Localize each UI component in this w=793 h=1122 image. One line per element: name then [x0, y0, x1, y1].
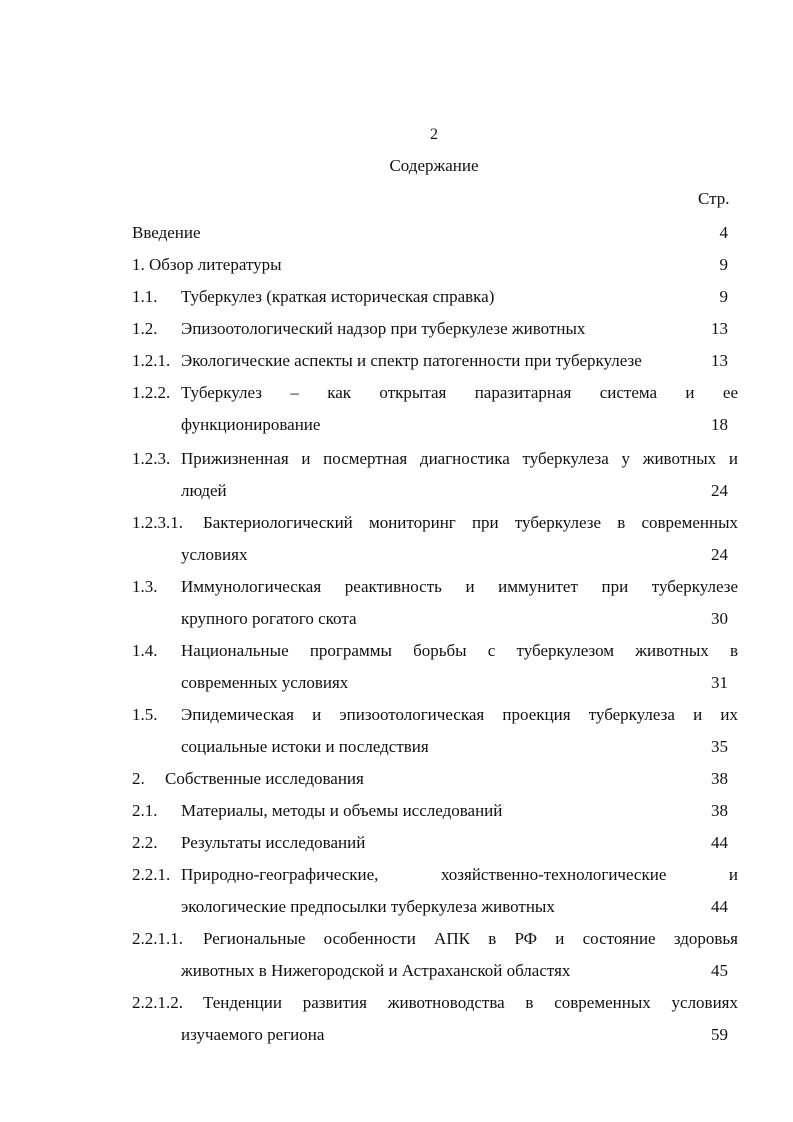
toc-entry-text: современных условиях	[181, 673, 349, 692]
toc-entry-number: 2.2.1.	[132, 865, 171, 884]
toc-entry	[132, 285, 738, 309]
toc-entry-number: 2.2.1.1.	[132, 929, 183, 948]
toc-entry-continuation	[132, 895, 738, 919]
toc-entry-continuation	[132, 671, 738, 695]
toc-entry-text: Региональные особенности АПК в РФ и состояние здоровья	[203, 929, 738, 948]
toc-entry-page: 45	[711, 961, 728, 980]
toc-entry-page: 13	[711, 319, 728, 338]
toc-entry-page: 30	[711, 609, 728, 628]
toc-entry-number: 2.	[132, 769, 145, 788]
toc-entry	[132, 317, 738, 341]
toc-entry-page: 13	[711, 351, 728, 370]
toc-entry-number: 2.2.	[132, 833, 158, 852]
toc-entry-text: изучаемого региона	[181, 1025, 325, 1044]
toc-entry-text: крупного рогатого скота	[181, 609, 357, 628]
toc-entry-page: 38	[711, 769, 728, 788]
page-column-header: Стр.	[698, 189, 730, 208]
toc-entry-page: 9	[719, 255, 728, 274]
toc-entry-text: социальные истоки и последствия	[181, 737, 429, 756]
toc-entry-page: 59	[711, 1025, 728, 1044]
toc-entry-page: 38	[711, 801, 728, 820]
toc-entry-text: Прижизненная и посмертная диагностика туберкулеза у животных и	[181, 449, 738, 468]
toc-entry-page: 35	[711, 737, 728, 756]
toc-entry-page: 31	[711, 673, 728, 692]
toc-entry	[132, 767, 738, 791]
toc-entry-text: Национальные программы борьбы с туберкулезом животных в	[181, 641, 738, 660]
toc-entry-page: 9	[719, 287, 728, 306]
toc-entry	[132, 703, 738, 727]
toc-entry-continuation	[132, 959, 738, 983]
toc-entry-text: экологические предпосылки туберкулеза животных	[181, 897, 555, 916]
toc-entry	[132, 253, 738, 277]
toc-entry-text: Результаты исследований	[181, 833, 366, 852]
toc-entry-text: Бактериологический мониторинг при туберкулезе в современных	[203, 513, 738, 532]
toc-entry	[132, 575, 738, 599]
toc-entry-number: 1.2.3.	[132, 449, 171, 468]
toc-entry-text: Тенденции развития животноводства в современных условиях	[203, 993, 738, 1012]
toc-entry-number: 1.3.	[132, 577, 158, 596]
toc-entry-continuation	[132, 607, 738, 631]
toc-entry-number: 1.5.	[132, 705, 158, 724]
toc-entry	[132, 831, 738, 855]
toc-entry-page: 24	[711, 481, 728, 500]
toc-entry-text: Природно-географические, хозяйственно-технологические и	[181, 865, 738, 884]
toc-entry-title: Введение	[132, 223, 201, 242]
toc-entry	[132, 221, 738, 245]
toc-entry	[132, 349, 738, 373]
toc-entry-text: функционирование	[181, 415, 321, 434]
toc-entry	[132, 799, 738, 823]
toc-entry-number: 1.1.	[132, 287, 158, 306]
toc-entry-number: 2.2.1.2.	[132, 993, 183, 1012]
toc-entry-page: 44	[711, 833, 728, 852]
toc-entry-text: Эпидемическая и эпизоотологическая проекция туберкулеза и их	[181, 705, 738, 724]
toc-entry	[132, 991, 738, 1015]
toc-entry-page: 44	[711, 897, 728, 916]
toc-entry	[132, 511, 738, 535]
toc-entry	[132, 639, 738, 663]
toc-entry-number: 1.4.	[132, 641, 158, 660]
toc-entry-text: Эпизоотологический надзор при туберкулезе животных	[181, 319, 586, 338]
toc-entry-text: условиях	[181, 545, 248, 564]
toc-entry-number: 1.2.3.1.	[132, 513, 183, 532]
toc-entry-continuation	[132, 543, 738, 567]
toc-entry-text: Туберкулез (краткая историческая справка)	[181, 287, 495, 306]
toc-entry	[132, 927, 738, 951]
toc-entry-text: Туберкулез – как открытая паразитарная система и ее	[181, 383, 738, 402]
toc-entry-title: 1. Обзор литературы	[132, 255, 282, 274]
toc-entry-text: людей	[181, 481, 227, 500]
toc-entry-text: Иммунологическая реактивность и иммунитет при туберкулезе	[181, 577, 738, 596]
toc-entry-text: животных в Нижегородской и Астраханской областях	[181, 961, 571, 980]
toc-entry-continuation	[132, 735, 738, 759]
toc-entry-page: 24	[711, 545, 728, 564]
toc-entry-continuation	[132, 1023, 738, 1047]
toc-entry	[132, 447, 738, 471]
toc-entry-continuation	[132, 479, 738, 503]
toc-entry-number: 2.1.	[132, 801, 158, 820]
toc-entry-number: 1.2.2.	[132, 383, 171, 402]
toc-entry-text: Собственные исследования	[165, 769, 364, 788]
toc-entry-number: 1.2.1.	[132, 351, 171, 370]
toc-entry-text: Материалы, методы и объемы исследований	[181, 801, 503, 820]
page-number: 2	[430, 126, 438, 143]
toc-entry	[132, 381, 738, 405]
toc-entry-continuation	[132, 413, 738, 437]
toc-entry	[132, 863, 738, 887]
toc-entry-text: Экологические аспекты и спектр патогенности при туберкулезе	[181, 351, 642, 370]
toc-entry-page: 4	[719, 223, 728, 242]
toc-entry-number: 1.2.	[132, 319, 158, 338]
toc-entry-page: 18	[711, 415, 728, 434]
page-title: Содержание	[389, 156, 479, 175]
